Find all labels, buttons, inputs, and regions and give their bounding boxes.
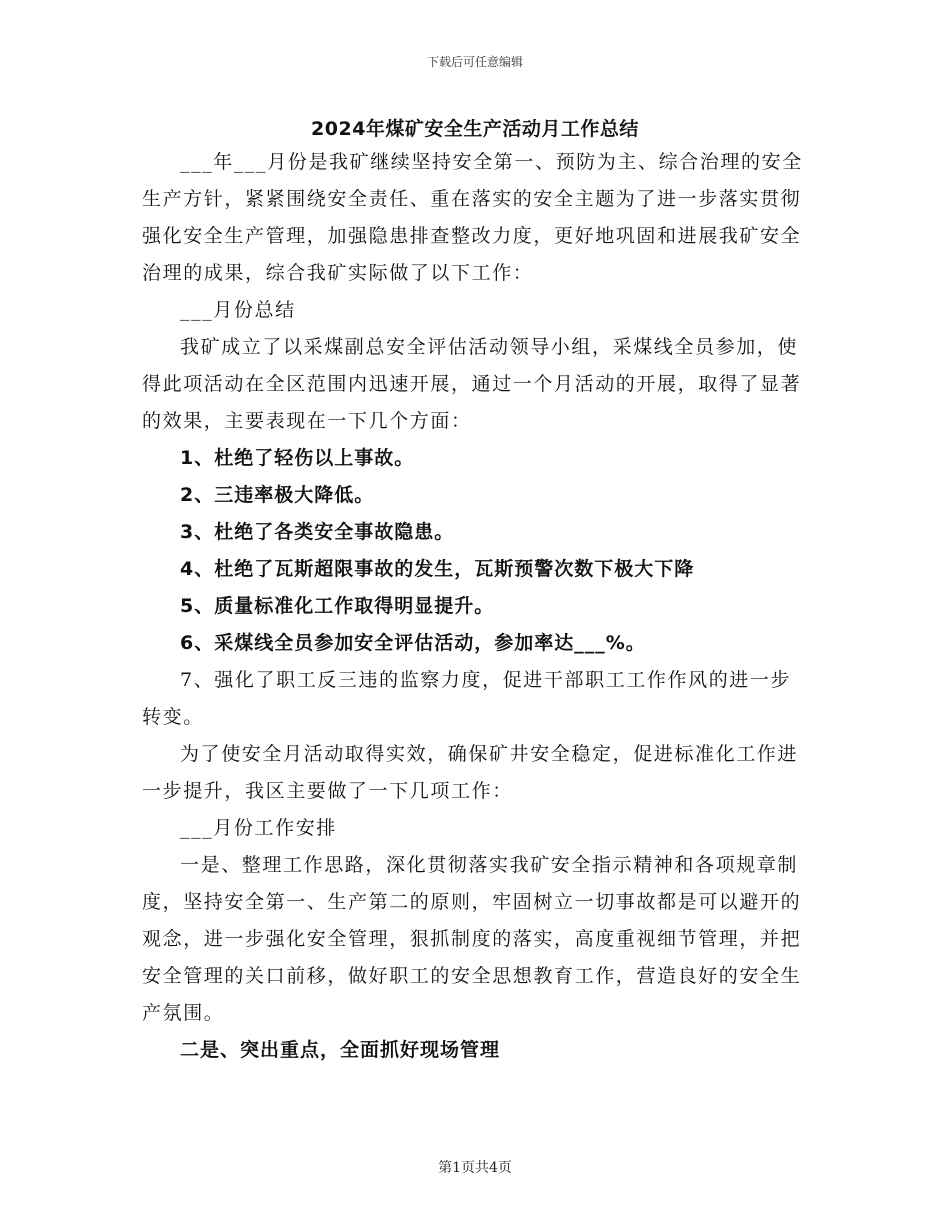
paragraph-point-one: 一是、整理工作思路，深化贯彻落实我矿安全指示精神和各项规章制度，坚持安全第一、生产第二的原则，牢固树立一切事故都是可以避开的观念，进一步强化安全管理，狠抓制度的落实，高度重视细节管理，并把安全管理的关口前移，做好职工的安全思想教育工作，营造良好的安全生产氛围。 [142,854,802,1024]
paragraph-point-two: 二是、突出重点，全面抓好现场管理 [180,1039,501,1061]
section-heading-arrangement: ___月份工作安排 [180,817,337,839]
paragraph-work-done: 为了使安全月活动取得实效，确保矿井安全稳定，促进标准化工作进一步提升，我区主要做了一下几项工作： [142,743,799,802]
paragraph-intro: ___年___月份是我矿继续坚持安全第一、预防为主、综合治理的安全生产方针，紧紧围绕安全责任、重在落实的安全主题为了进一步落实贯彻强化安全生产管理，加强隐患排查整改力度，更好地巩固和进展我矿安全治理的成果，综合我矿实际做了以下工作： [142,151,803,284]
list-item-3: 3、杜绝了各类安全事故隐患。 [180,521,455,543]
list-item-6: 6、采煤线全员参加安全评估活动，参加率达___%。 [180,632,646,654]
document-body [142,144,810,1069]
page-footer-number: 第1页共4页 [438,1160,512,1176]
list-item-1: 1、杜绝了轻伤以上事故。 [180,447,415,469]
page-header-note: 下载后可任意编辑 [426,55,523,69]
list-item-7: 7、强化了职工反三违的监察力度，促进干部职工工作作风的进一步转变。 [142,669,792,728]
list-item-2: 2、三违率极大降低。 [180,484,375,506]
list-item-4: 4、杜绝了瓦斯超限事故的发生，瓦斯预警次数下极大下降 [180,558,695,580]
section-heading-summary: ___月份总结 [180,299,296,321]
document-title: 2024年煤矿安全生产活动月工作总结 [311,118,639,140]
paragraph-summary: 我矿成立了以采煤副总安全评估活动领导小组，采煤线全员参加，使得此项活动在全区范围内迅速开展，通过一个月活动的开展，取得了显著的效果，主要表现在一下几个方面： [142,336,802,432]
list-item-5: 5、质量标准化工作取得明显提升。 [180,595,495,617]
